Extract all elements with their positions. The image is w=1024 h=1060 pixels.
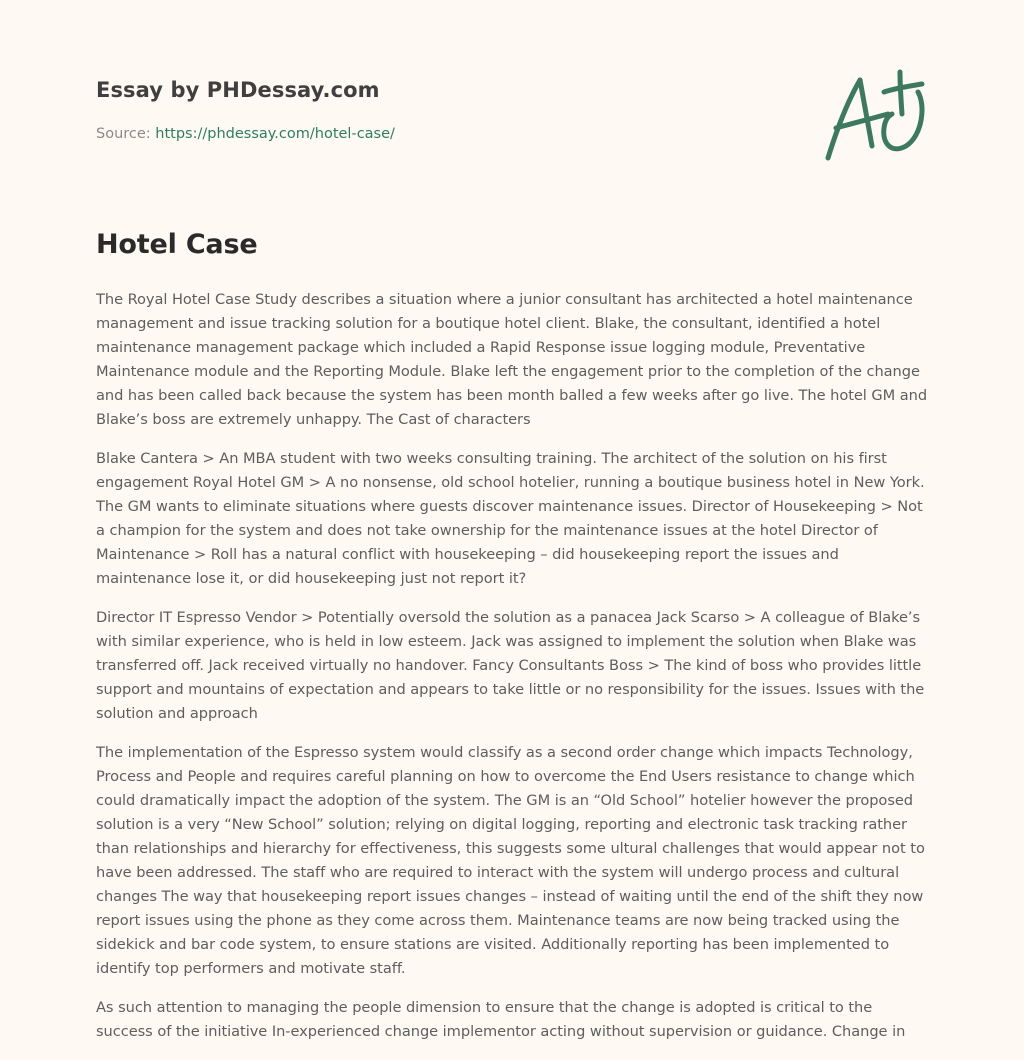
essay-paragraph: The Royal Hotel Case Study describes a situation where a junior consultant has architected a hotel maintenance management and issue tracking solution for a boutique hotel client. Blake, the consultant, identified a hotel maintenance management package which included a Rapid Response issue logging module, Preventative Maintenance module and the Reporting Module. Blake left the engagement prior to the completion of the change and has been called back because the system has been month balled a few weeks after go live. The hotel GM and Blake’s boss are extremely unhappy. The Cast of characters (96, 291, 928, 428)
essay-paragraph: Director IT Espresso Vendor > Potentially oversold the solution as a panacea Jack Scarso > A colleague of Blake’s with similar experience, who is held in low esteem. Jack was assigned to implement the solution when Blake was transferred off. Jack received virtually no handover. Fancy Consultants Boss > The kind of boss who provides little support and mountains of expectation and appears to take little or no responsibility for the issues. Issues with the solution and approach (96, 609, 925, 722)
essay-title: Hotel Case (96, 229, 258, 260)
essay-paragraph: As such attention to managing the people dimension to ensure that the change is adopted is critical to the success of the initiative In-experienced change implementor acting without supervision or guidance. Change in (96, 999, 906, 1040)
a-plus-logo-icon (822, 66, 930, 170)
source-line (96, 124, 796, 144)
essay-article (96, 226, 930, 1059)
essay-paragraph: Blake Cantera > An MBA student with two weeks consulting training. The architect of the solution on his first engagement Royal Hotel GM > A no nonsense, old school hotelier, running a boutique business hotel in New York. The GM wants to eliminate situations where guests discover maintenance issues. Director of Housekeeping > Not a champion for the system and does not take ownership for the maintenance issues at the hotel Director of Maintenance > Roll has a natural conflict with housekeeping – did housekeeping report the issues and maintenance lose it, or did housekeeping just not report it? (96, 450, 925, 587)
site-title: Essay by PHDessay.com (96, 78, 380, 102)
page-header (96, 74, 796, 144)
source-label: Source: (96, 126, 156, 142)
source-link[interactable]: https://phdessay.com/hotel-case/ (155, 126, 395, 142)
essay-paragraph: The implementation of the Espresso system would classify as a second order change which impacts Technology, Process and People and requires careful planning on how to overcome the End Users resistance to change which could dramatically impact the adoption of the system. The GM is an “Old School” hotelier however the proposed solution is a very “New School” solution; relying on digital logging, reporting and electronic task tracking rather than relationships and hierarchy for effectiveness, this suggests some ultural challenges that would appear not to have been addressed. The staff who are required to interact with the system will undergo process and cultural changes The way that housekeeping report issues changes – instead of waiting until the end of the shift they now report issues using the phone as they come across them. Maintenance teams are now being tracked using the sidekick and bar code system, to ensure stations are visited. Additionally reporting has been implemented to identify top performers and motivate staff. (96, 744, 925, 977)
